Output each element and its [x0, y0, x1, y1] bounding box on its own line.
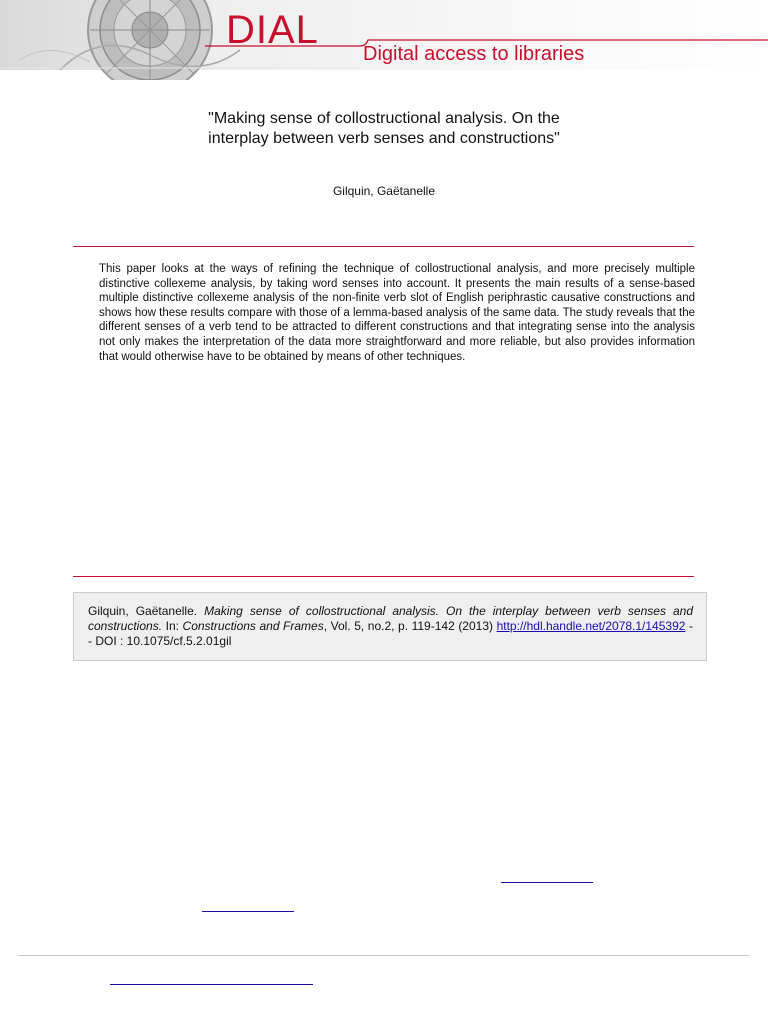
header-banner: [0, 0, 768, 80]
citation-doi: -- DOI : 10.1075/cf.5.2.01gil: [88, 619, 694, 648]
title-line-1: "Making sense of collostructional analysis. On the: [208, 110, 560, 127]
citation-box: [73, 592, 707, 661]
banner-graphic: [0, 0, 768, 80]
citation-text: [88, 604, 693, 649]
document-title: [100, 109, 668, 149]
citation-journal: Constructions and Frames: [182, 619, 324, 633]
dial-logo: DIAL: [226, 8, 319, 52]
citation-in-label: In:: [165, 619, 179, 633]
empty-link-underline: [202, 911, 294, 912]
citation-details: , Vol. 5, no.2, p. 119-142 (2013): [323, 619, 494, 633]
footer-divider: [18, 955, 749, 956]
title-line-2: interplay between verb senses and constructions": [208, 130, 560, 147]
divider-top: [73, 246, 694, 247]
divider-bottom: [73, 576, 694, 577]
abstract-text: This paper looks at the ways of refining the technique of collostructional analysis, and more precisely multiple distinctive collexeme analysis, by taking word senses into account. It presents the main results of a sense-based multiple distinctive collexeme analysis of the non-finite verb slot of English periphrastic causative constructions and shows how these results compare with those of a lemma-based analysis of the same data. The study reveals that the different senses of a verb tend to be attracted to different constructions and that integrating sense into the analysis not only makes the interpretation of the data more straightforward and more reliable, but also provides information that would otherwise have to be obtained by means of other techniques.: [99, 263, 695, 363]
empty-link-underline: [110, 984, 313, 985]
empty-link-underline: [501, 882, 593, 883]
site-tagline: Digital access to libraries: [363, 43, 585, 65]
citation-title: Making sense of collostructional analysis. On the interplay between verb senses and constructions.: [88, 604, 693, 633]
document-author: Gilquin, Gaëtanelle: [332, 184, 436, 198]
handle-link[interactable]: http://hdl.handle.net/2078.1/145392: [496, 619, 686, 633]
citation-authors: Gilquin, Gaëtanelle.: [88, 604, 198, 618]
